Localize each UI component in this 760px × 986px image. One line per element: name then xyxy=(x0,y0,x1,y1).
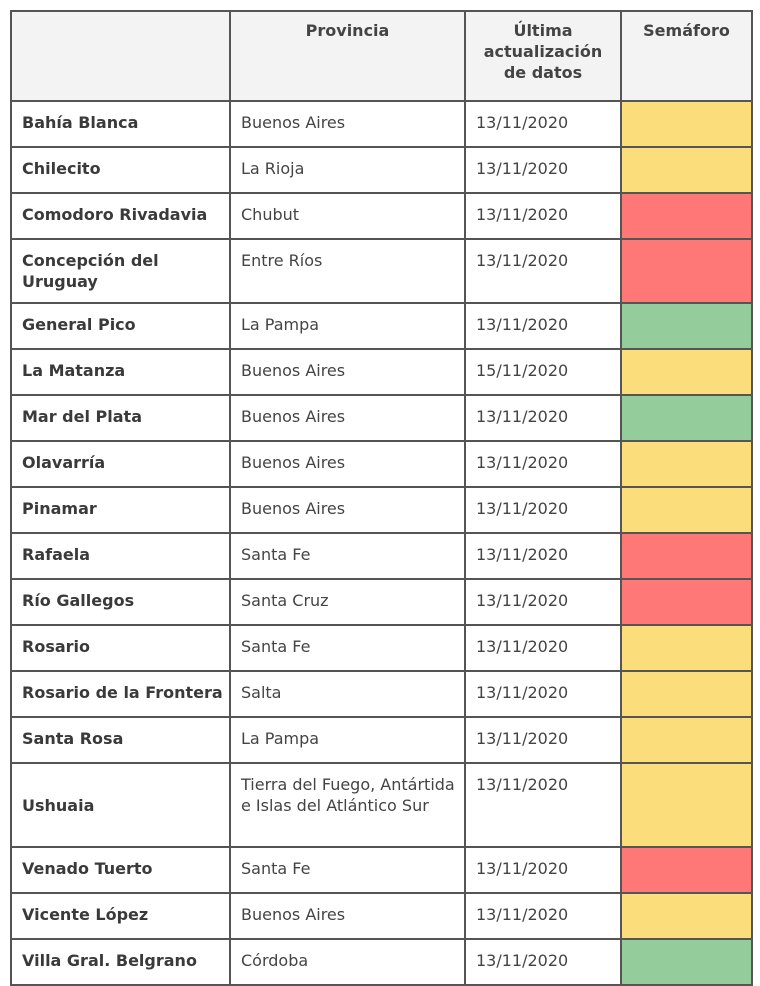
table-row xyxy=(11,763,752,847)
province-cell: Buenos Aires xyxy=(230,487,465,533)
semaforo-red-cell xyxy=(621,847,752,893)
city-cell: Río Gallegos xyxy=(11,579,230,625)
province-cell: Santa Fe xyxy=(230,625,465,671)
date-cell: 13/11/2020 xyxy=(465,847,621,893)
table-row xyxy=(11,101,752,147)
province-cell: Santa Cruz xyxy=(230,579,465,625)
date-cell: 13/11/2020 xyxy=(465,303,621,349)
header-province: Provincia xyxy=(230,11,465,101)
table-row xyxy=(11,303,752,349)
semaforo-red-cell xyxy=(621,193,752,239)
province-cell: Santa Fe xyxy=(230,533,465,579)
header-last-update-line: de datos xyxy=(503,63,583,82)
province-cell: Buenos Aires xyxy=(230,893,465,939)
city-cell: Comodoro Rivadavia xyxy=(11,193,230,239)
header-last-update-line: actualización xyxy=(483,42,603,61)
table-row xyxy=(11,147,752,193)
province-cell: La Pampa xyxy=(230,303,465,349)
province-cell: Buenos Aires xyxy=(230,349,465,395)
header-semaforo: Semáforo xyxy=(621,11,752,101)
table-row xyxy=(11,487,752,533)
semaforo-yellow-cell xyxy=(621,101,752,147)
city-cell: Rosario xyxy=(11,625,230,671)
date-cell: 13/11/2020 xyxy=(465,717,621,763)
date-cell: 13/11/2020 xyxy=(465,533,621,579)
city-cell: Santa Rosa xyxy=(11,717,230,763)
semaforo-yellow-cell xyxy=(621,625,752,671)
city-cell: Chilecito xyxy=(11,147,230,193)
city-cell: Villa Gral. Belgrano xyxy=(11,939,230,985)
table-row xyxy=(11,193,752,239)
table-row xyxy=(11,395,752,441)
semaforo-yellow-cell xyxy=(621,487,752,533)
table-row xyxy=(11,533,752,579)
semaforo-red-cell xyxy=(621,239,752,303)
semaforo-green-cell xyxy=(621,395,752,441)
semaforo-table xyxy=(10,10,753,986)
province-cell: Buenos Aires xyxy=(230,395,465,441)
semaforo-green-cell xyxy=(621,939,752,985)
table-row xyxy=(11,939,752,985)
table-body xyxy=(11,101,752,985)
province-cell: Tierra del Fuego, Antártida e Islas del Atlántico Sur xyxy=(230,763,465,847)
date-cell: 13/11/2020 xyxy=(465,487,621,533)
province-cell: Buenos Aires xyxy=(230,441,465,487)
header-last-update xyxy=(465,11,621,101)
province-cell: Buenos Aires xyxy=(230,101,465,147)
province-cell: La Rioja xyxy=(230,147,465,193)
table-row xyxy=(11,349,752,395)
province-cell: La Pampa xyxy=(230,717,465,763)
semaforo-yellow-cell xyxy=(621,763,752,847)
city-cell: General Pico xyxy=(11,303,230,349)
province-cell: Salta xyxy=(230,671,465,717)
date-cell: 13/11/2020 xyxy=(465,579,621,625)
date-cell: 13/11/2020 xyxy=(465,395,621,441)
date-cell: 15/11/2020 xyxy=(465,349,621,395)
city-cell: Rosario de la Frontera xyxy=(11,671,230,717)
date-cell: 13/11/2020 xyxy=(465,763,621,847)
date-cell: 13/11/2020 xyxy=(465,441,621,487)
semaforo-red-cell xyxy=(621,533,752,579)
semaforo-red-cell xyxy=(621,579,752,625)
city-cell: Bahía Blanca xyxy=(11,101,230,147)
date-cell: 13/11/2020 xyxy=(465,939,621,985)
semaforo-yellow-cell xyxy=(621,717,752,763)
semaforo-green-cell xyxy=(621,303,752,349)
semaforo-yellow-cell xyxy=(621,671,752,717)
semaforo-yellow-cell xyxy=(621,147,752,193)
city-cell: Concepción del Uruguay xyxy=(11,239,230,303)
table-row xyxy=(11,625,752,671)
header-city xyxy=(11,11,230,101)
city-cell: Vicente López xyxy=(11,893,230,939)
province-cell: Chubut xyxy=(230,193,465,239)
date-cell: 13/11/2020 xyxy=(465,671,621,717)
date-cell: 13/11/2020 xyxy=(465,239,621,303)
header-row xyxy=(11,11,752,101)
city-cell: Ushuaia xyxy=(11,763,230,847)
date-cell: 13/11/2020 xyxy=(465,193,621,239)
city-cell: Olavarría xyxy=(11,441,230,487)
table-row xyxy=(11,239,752,303)
table-row xyxy=(11,893,752,939)
header-last-update-line: Última xyxy=(513,21,573,40)
date-cell: 13/11/2020 xyxy=(465,147,621,193)
date-cell: 13/11/2020 xyxy=(465,101,621,147)
table-row xyxy=(11,847,752,893)
province-cell: Córdoba xyxy=(230,939,465,985)
date-cell: 13/11/2020 xyxy=(465,893,621,939)
province-cell: Entre Ríos xyxy=(230,239,465,303)
date-cell: 13/11/2020 xyxy=(465,625,621,671)
semaforo-yellow-cell xyxy=(621,893,752,939)
table-row xyxy=(11,441,752,487)
table-row xyxy=(11,671,752,717)
city-cell: Mar del Plata xyxy=(11,395,230,441)
table-row xyxy=(11,717,752,763)
city-cell: Venado Tuerto xyxy=(11,847,230,893)
semaforo-yellow-cell xyxy=(621,349,752,395)
city-cell: Pinamar xyxy=(11,487,230,533)
semaforo-yellow-cell xyxy=(621,441,752,487)
table-row xyxy=(11,579,752,625)
province-cell: Santa Fe xyxy=(230,847,465,893)
city-cell: Rafaela xyxy=(11,533,230,579)
city-cell: La Matanza xyxy=(11,349,230,395)
